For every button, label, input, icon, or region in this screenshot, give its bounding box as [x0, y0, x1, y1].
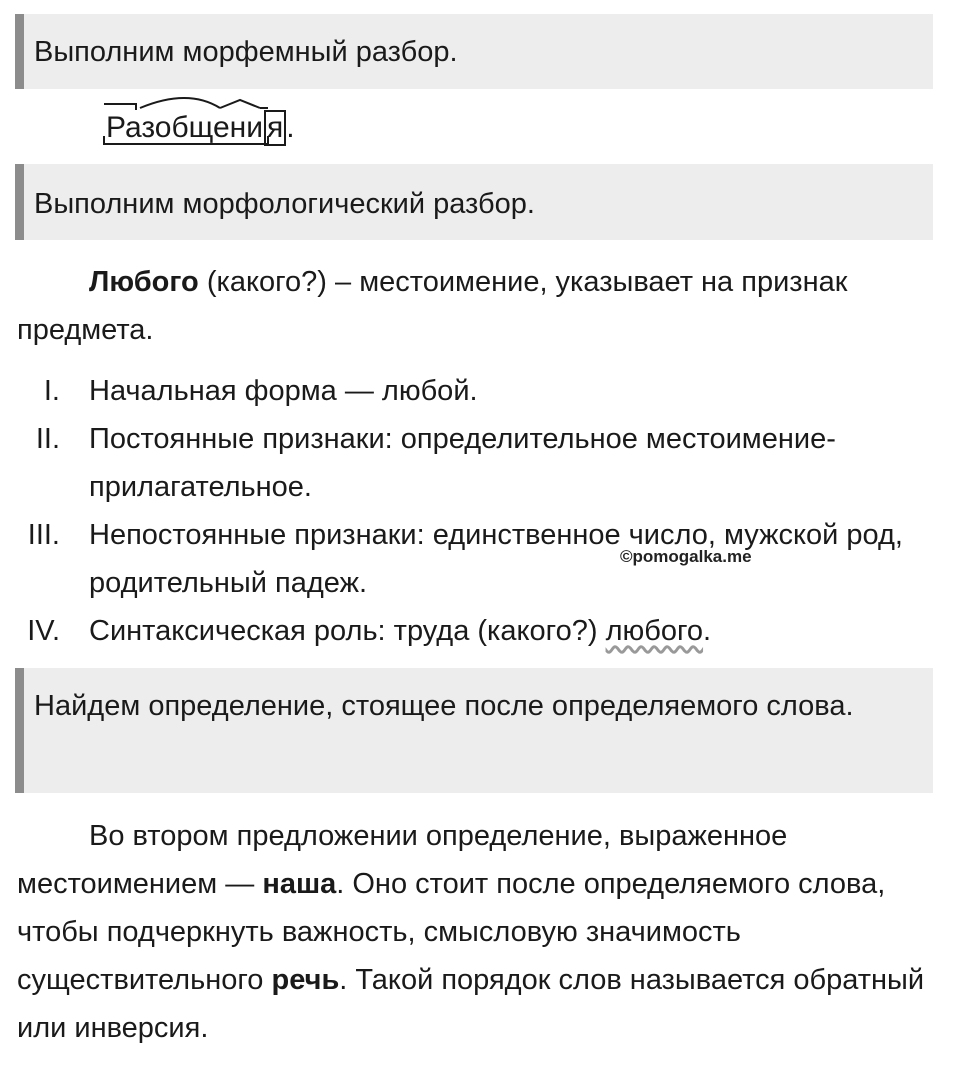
list-text: Постоянные признаки: определительное местоимение-прилагательное. [89, 423, 836, 503]
list-item [0, 607, 960, 655]
morphology-list [0, 367, 960, 655]
morphology-intro [17, 258, 947, 354]
conclusion-text-2: . Оно стоит после определяемого слова, чтобы подчеркнуть важность, смысловую значимость существительного [17, 868, 886, 996]
conclusion-bold-2: речь [271, 964, 340, 996]
conclusion-text-1: Во втором предложении определение, выраженное местоимением — [17, 820, 788, 900]
list-number: III. [27, 519, 60, 551]
list-item [0, 367, 960, 415]
morpheme-diagram [106, 106, 295, 150]
morphology-analysis-header [15, 164, 933, 240]
morpheme-marks-icon [102, 96, 282, 148]
underlined-word: любого [605, 615, 704, 647]
morphology-intro-text: (какого?) – местоимение, указывает на признак предмета. [17, 266, 848, 346]
definition-title: Найдем определение, стоящее после определяемого слова. [34, 690, 854, 722]
watermark: ©pomogalka.me [620, 547, 752, 566]
definition-header [15, 668, 933, 793]
list-item [0, 511, 960, 607]
morpheme-stem [106, 106, 263, 150]
list-text: Непостоянные признаки: единственное число, мужской род, родительный падеж. [89, 519, 903, 599]
conclusion-bold-1: наша [262, 868, 337, 900]
morpheme-analysis-header [15, 14, 933, 89]
list-number: II. [35, 423, 60, 455]
list-text: Начальная форма — любой. [89, 375, 478, 407]
conclusion-paragraph [17, 812, 947, 1052]
morpheme-word-stem: Разобщени [106, 111, 264, 144]
list-number: I. [43, 375, 60, 407]
list-text-end: . [703, 615, 712, 647]
list-item [0, 415, 960, 511]
morpheme-punct: . [286, 111, 295, 144]
morpheme-ending: я [264, 110, 286, 146]
conclusion-text-3: . Такой порядок слов называется обратный или инверсия. [17, 964, 925, 1044]
morpheme-analysis-title: Выполним морфемный разбор. [34, 36, 458, 68]
list-number: IV. [27, 615, 60, 647]
analyzed-word: Любого [89, 266, 199, 298]
list-text [89, 607, 949, 655]
list-text-start: Синтаксическая роль: труда (какого?) [89, 615, 606, 647]
morphology-analysis-title: Выполним морфологический разбор. [34, 188, 535, 220]
